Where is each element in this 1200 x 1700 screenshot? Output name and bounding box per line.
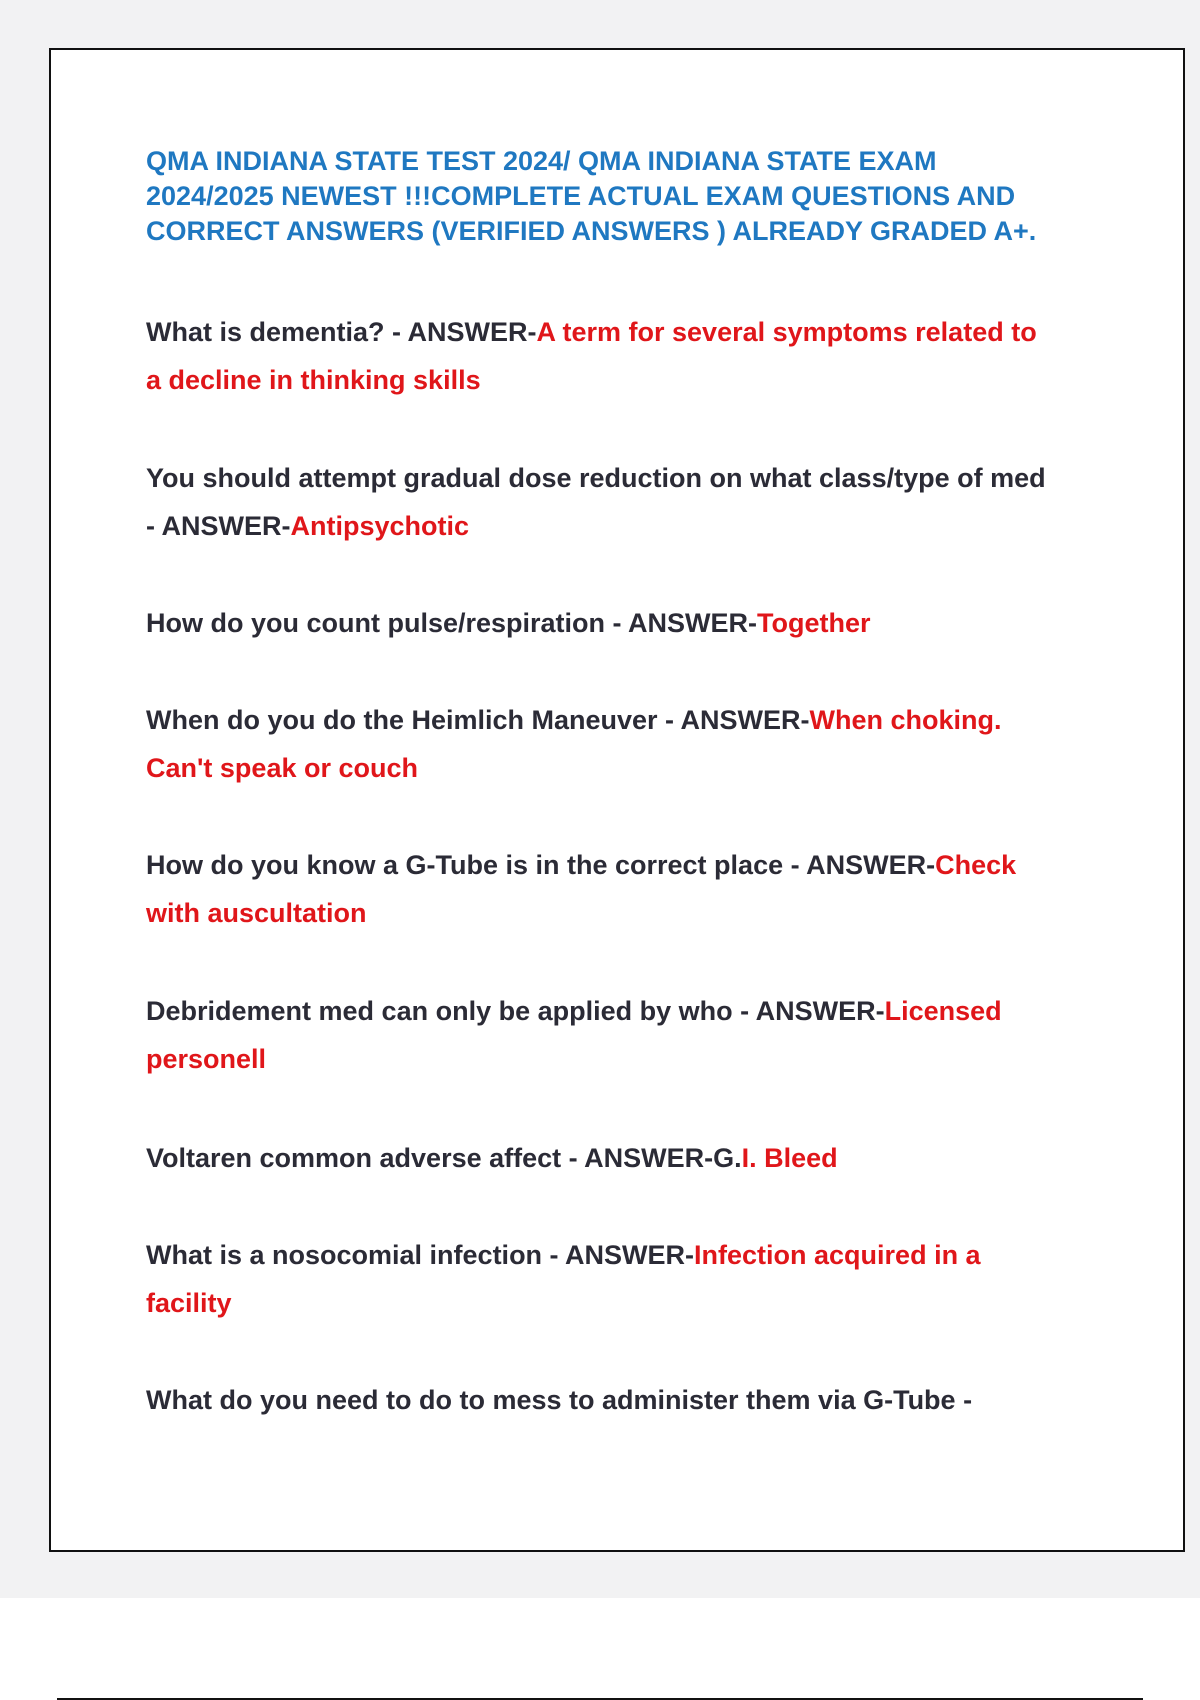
qa-item-dementia <box>146 308 1146 404</box>
qa-item-dose-reduction <box>146 454 1146 550</box>
question-text: When do you do the Heimlich Maneuver - ANSWER- <box>146 705 810 735</box>
answer-text: Together <box>757 608 871 638</box>
answer-text: When choking. <box>809 705 1002 735</box>
answer-text: A term for several symptoms related to <box>536 317 1037 347</box>
title-line-1: QMA INDIANA STATE TEST 2024/ QMA INDIANA STATE EXAM <box>146 146 937 176</box>
answer-text: a decline in thinking skills <box>146 365 481 395</box>
question-text: What is dementia? - ANSWER- <box>146 317 537 347</box>
qa-item-voltaren <box>146 1134 1146 1182</box>
question-text: - ANSWER- <box>146 511 291 541</box>
title-line-2: 2024/2025 NEWEST !!!COMPLETE ACTUAL EXAM QUESTIONS AND <box>146 181 1016 211</box>
qa-item-debridement <box>146 987 1146 1083</box>
document-title <box>146 144 1106 249</box>
question-text: Voltaren common adverse affect - ANSWER-G. <box>146 1143 742 1173</box>
qa-item-g-tube-meds <box>146 1376 1146 1424</box>
answer-text: Infection acquired in a <box>694 1240 981 1270</box>
qa-item-heimlich <box>146 696 1146 792</box>
question-text: How do you count pulse/respiration - ANSWER- <box>146 608 758 638</box>
answer-text: Can't speak or couch <box>146 753 418 783</box>
answer-text: personell <box>146 1044 267 1074</box>
answer-text: I. Bleed <box>741 1143 838 1173</box>
answer-text: with auscultation <box>146 898 367 928</box>
answer-text: facility <box>146 1288 232 1318</box>
question-text: What do you need to do to mess to administer them via G-Tube - <box>146 1385 973 1415</box>
qa-item-g-tube-placement <box>146 841 1146 937</box>
question-text: You should attempt gradual dose reduction on what class/type of med <box>146 463 1046 493</box>
answer-text: Check <box>935 850 1017 880</box>
question-text: How do you know a G-Tube is in the correct place - ANSWER- <box>146 850 936 880</box>
qa-item-pulse-respiration <box>146 599 1146 647</box>
qa-item-nosocomial <box>146 1231 1146 1327</box>
question-text: What is a nosocomial infection - ANSWER- <box>146 1240 695 1270</box>
answer-text: Licensed <box>884 996 1002 1026</box>
title-line-3: CORRECT ANSWERS (VERIFIED ANSWERS ) ALREADY GRADED A+. <box>146 216 1037 246</box>
question-text: Debridement med can only be applied by who - ANSWER- <box>146 996 885 1026</box>
answer-text: Antipsychotic <box>290 511 470 541</box>
document-page <box>49 48 1185 1552</box>
